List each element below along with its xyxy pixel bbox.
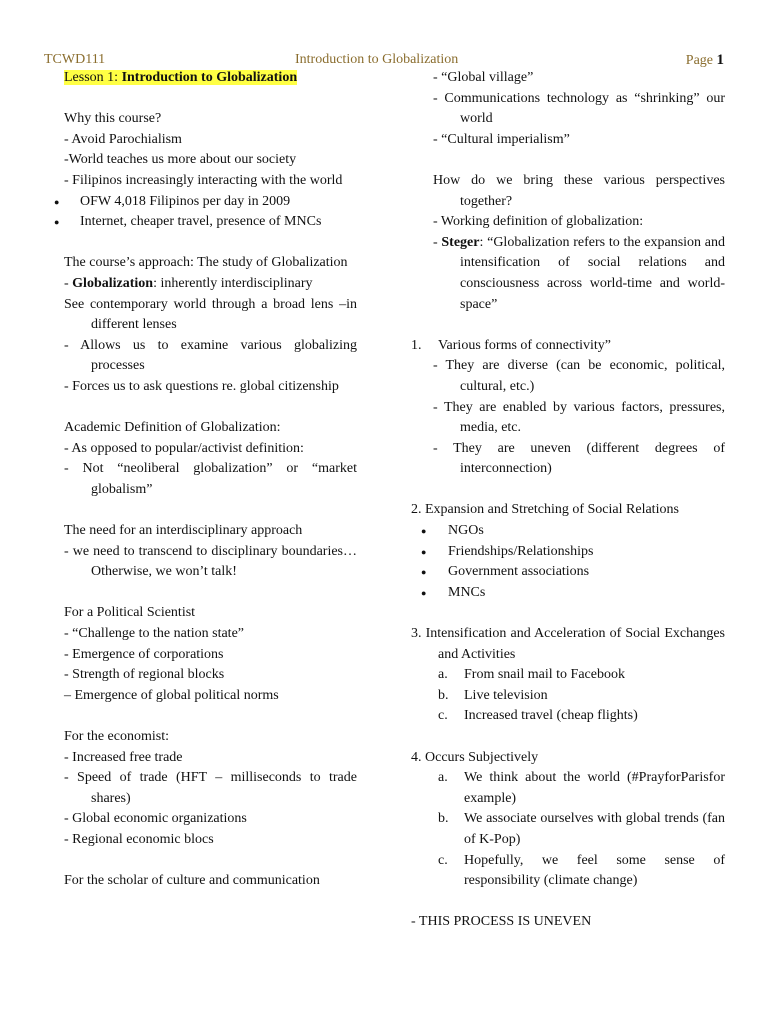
section-1-item: - They are enabled by various factors, pressures, media, etc.: [433, 399, 725, 436]
section-1-item: - They are diverse (can be economic, political, cultural, etc.): [433, 358, 725, 394]
polsci-item: – Emergence of global political norms: [64, 687, 279, 703]
culture-item: - “Cultural imperialism”: [433, 131, 570, 147]
approach-item: - Allows us to examine various globalizing processes: [64, 337, 357, 374]
item-text: Live television: [464, 687, 548, 703]
polsci-item: - Strength of regional blocks: [64, 667, 225, 683]
why-bullet: ● OFW 4,018 Filipinos per day in 2009: [64, 192, 357, 213]
section-3-item: [438, 665, 725, 686]
item-letter: c.: [438, 852, 448, 868]
item-text: Hopefully, we feel some sense of responsibility (climate change): [464, 852, 725, 889]
section-4-title: 4. Occurs Subjectively: [411, 749, 539, 765]
page-indicator: [686, 52, 724, 69]
item-text: Increased travel (cheap flights): [464, 708, 638, 724]
section-1-number: 1.: [411, 337, 422, 353]
econ-heading: For the economist:: [64, 729, 169, 744]
section-2-item: ● Friendships/Relationships: [448, 542, 725, 563]
left-column: [64, 68, 357, 892]
section-2-title: 2. Expansion and Stretching of Social Relations: [411, 502, 679, 518]
item-text: We think about the world (#PrayforParisfor example): [464, 770, 725, 806]
econ-item: - Increased free trade: [64, 749, 183, 765]
econ-item: - Speed of trade (HFT – milliseconds to trade shares): [64, 770, 357, 806]
lesson-prefix: Lesson 1:: [64, 70, 122, 85]
section-4-item: [438, 768, 725, 809]
steger-prefix: -: [433, 234, 442, 250]
polsci-item: - Emergence of corporations: [64, 646, 224, 662]
why-item: - Avoid Parochialism: [64, 131, 182, 147]
polsci-item: - “Challenge to the nation state”: [64, 626, 244, 642]
how-item: - Working definition of globalization:: [433, 214, 644, 230]
why-bullet: ● Internet, cheaper travel, presence of MNCs: [64, 212, 357, 233]
section-3-title: 3. Intensification and Acceleration of Social Exchanges and Activities: [411, 626, 725, 662]
econ-item: - Regional economic blocs: [64, 831, 214, 847]
why-item: - Filipinos increasingly interacting with the world: [64, 172, 343, 188]
section-3-item: [438, 706, 725, 727]
culture-heading: For the scholar of culture and communication: [64, 873, 320, 889]
course-title: Introduction to Globalization: [295, 52, 459, 67]
item-letter: b.: [438, 811, 449, 827]
polsci-heading: For a Political Scientist: [64, 605, 196, 621]
approach-item: - Forces us to ask questions re. global citizenship: [64, 378, 339, 394]
lesson-title: Introduction to Globalization: [121, 70, 298, 85]
closing-statement: - THIS PROCESS IS UNEVEN: [411, 914, 592, 930]
culture-item: - Communications technology as “shrinking” our world: [433, 90, 725, 127]
section-4-item: [438, 851, 725, 892]
approach-prefix: -: [64, 275, 73, 291]
approach-heading: The course’s approach: The study of Globalization: [64, 255, 348, 271]
steger-name: Steger: [441, 234, 480, 250]
section-2-item: ● MNCs: [448, 583, 725, 604]
item-letter: a.: [438, 667, 448, 683]
how-heading: How do we bring these various perspectives together?: [433, 172, 725, 209]
section-3-item: [438, 686, 725, 707]
section-1-title: [411, 336, 725, 357]
academic-item: - Not “neoliberal globalization” or “market globalism”: [64, 461, 357, 497]
item-text: We associate ourselves with global trends (fan of K-Pop): [464, 811, 725, 847]
culture-item: - “Global village”: [433, 70, 534, 85]
steger-definition: [433, 233, 725, 315]
econ-item: - Global economic organizations: [64, 811, 247, 827]
why-heading: Why this course?: [64, 111, 162, 127]
item-letter: a.: [438, 770, 448, 786]
academic-item: - As opposed to popular/activist definition:: [64, 440, 304, 456]
item-letter: c.: [438, 708, 448, 724]
section-2-item: ● Government associations: [448, 562, 725, 583]
right-column: [411, 68, 725, 933]
section-1-text: Various forms of connectivity”: [438, 337, 612, 353]
steger-quote: : “Globalization refers to the expansion and intensification of social relations and consciousness across world-time and world-space”: [460, 234, 725, 312]
approach-rest: : inherently interdisciplinary: [153, 275, 313, 291]
page-number: 1: [716, 52, 724, 68]
section-2-item: ● NGOs: [448, 521, 725, 542]
approach-item: [64, 274, 357, 295]
section-4-item: [438, 809, 725, 850]
item-letter: b.: [438, 687, 449, 703]
lesson-highlight: [64, 70, 297, 85]
section-1-item: - They are uneven (different degrees of interconnection): [433, 440, 725, 477]
approach-item: See contemporary world through a broad lens –in different lenses: [64, 296, 357, 333]
lesson-heading: [64, 68, 357, 89]
why-item: -World teaches us more about our society: [64, 152, 297, 168]
academic-heading: Academic Definition of Globalization:: [64, 420, 281, 436]
approach-bold-term: Globalization: [72, 275, 154, 291]
page-label: Page: [685, 53, 713, 68]
course-code: TCWD111: [44, 52, 106, 67]
item-text: From snail mail to Facebook: [464, 667, 625, 683]
need-item: - we need to transcend to disciplinary boundaries… Otherwise, we won’t talk!: [64, 543, 357, 580]
need-heading: The need for an interdisciplinary approach: [64, 523, 303, 539]
